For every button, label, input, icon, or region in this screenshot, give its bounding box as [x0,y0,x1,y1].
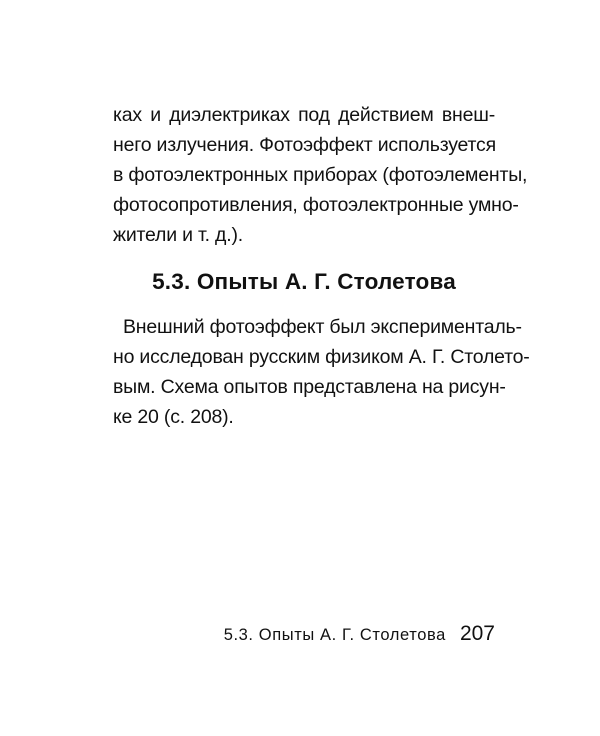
paragraph-line: него излучения. Фотоэффект используется [113,134,496,156]
page-number: 207 [459,622,495,645]
paragraph-line: но исследован русским физиком А. Г. Столето- [113,346,530,368]
paragraph-line: ках и диэлектриках под действием внеш- [113,104,495,126]
section-paragraph [113,312,530,432]
paragraph-line: жители и т. д.). [113,224,243,246]
paragraph-line: Внешний фотоэффект был эксперименталь- [123,316,522,338]
paragraph-line: в фотоэлектронных приборах (фотоэлементы, [113,164,528,186]
paragraph-continuation [113,100,528,250]
section-heading: 5.3. Опыты А. Г. Столетова [152,269,456,294]
running-title: 5.3. Опыты А. Г. Столетова [223,626,446,644]
paragraph-line: вым. Схема опытов представлена на рисун- [113,376,506,398]
paragraph-line: фотосопротивления, фотоэлектронные умно- [113,194,519,216]
paragraph-line: ке 20 (с. 208). [113,406,234,428]
page-footer [200,620,495,650]
